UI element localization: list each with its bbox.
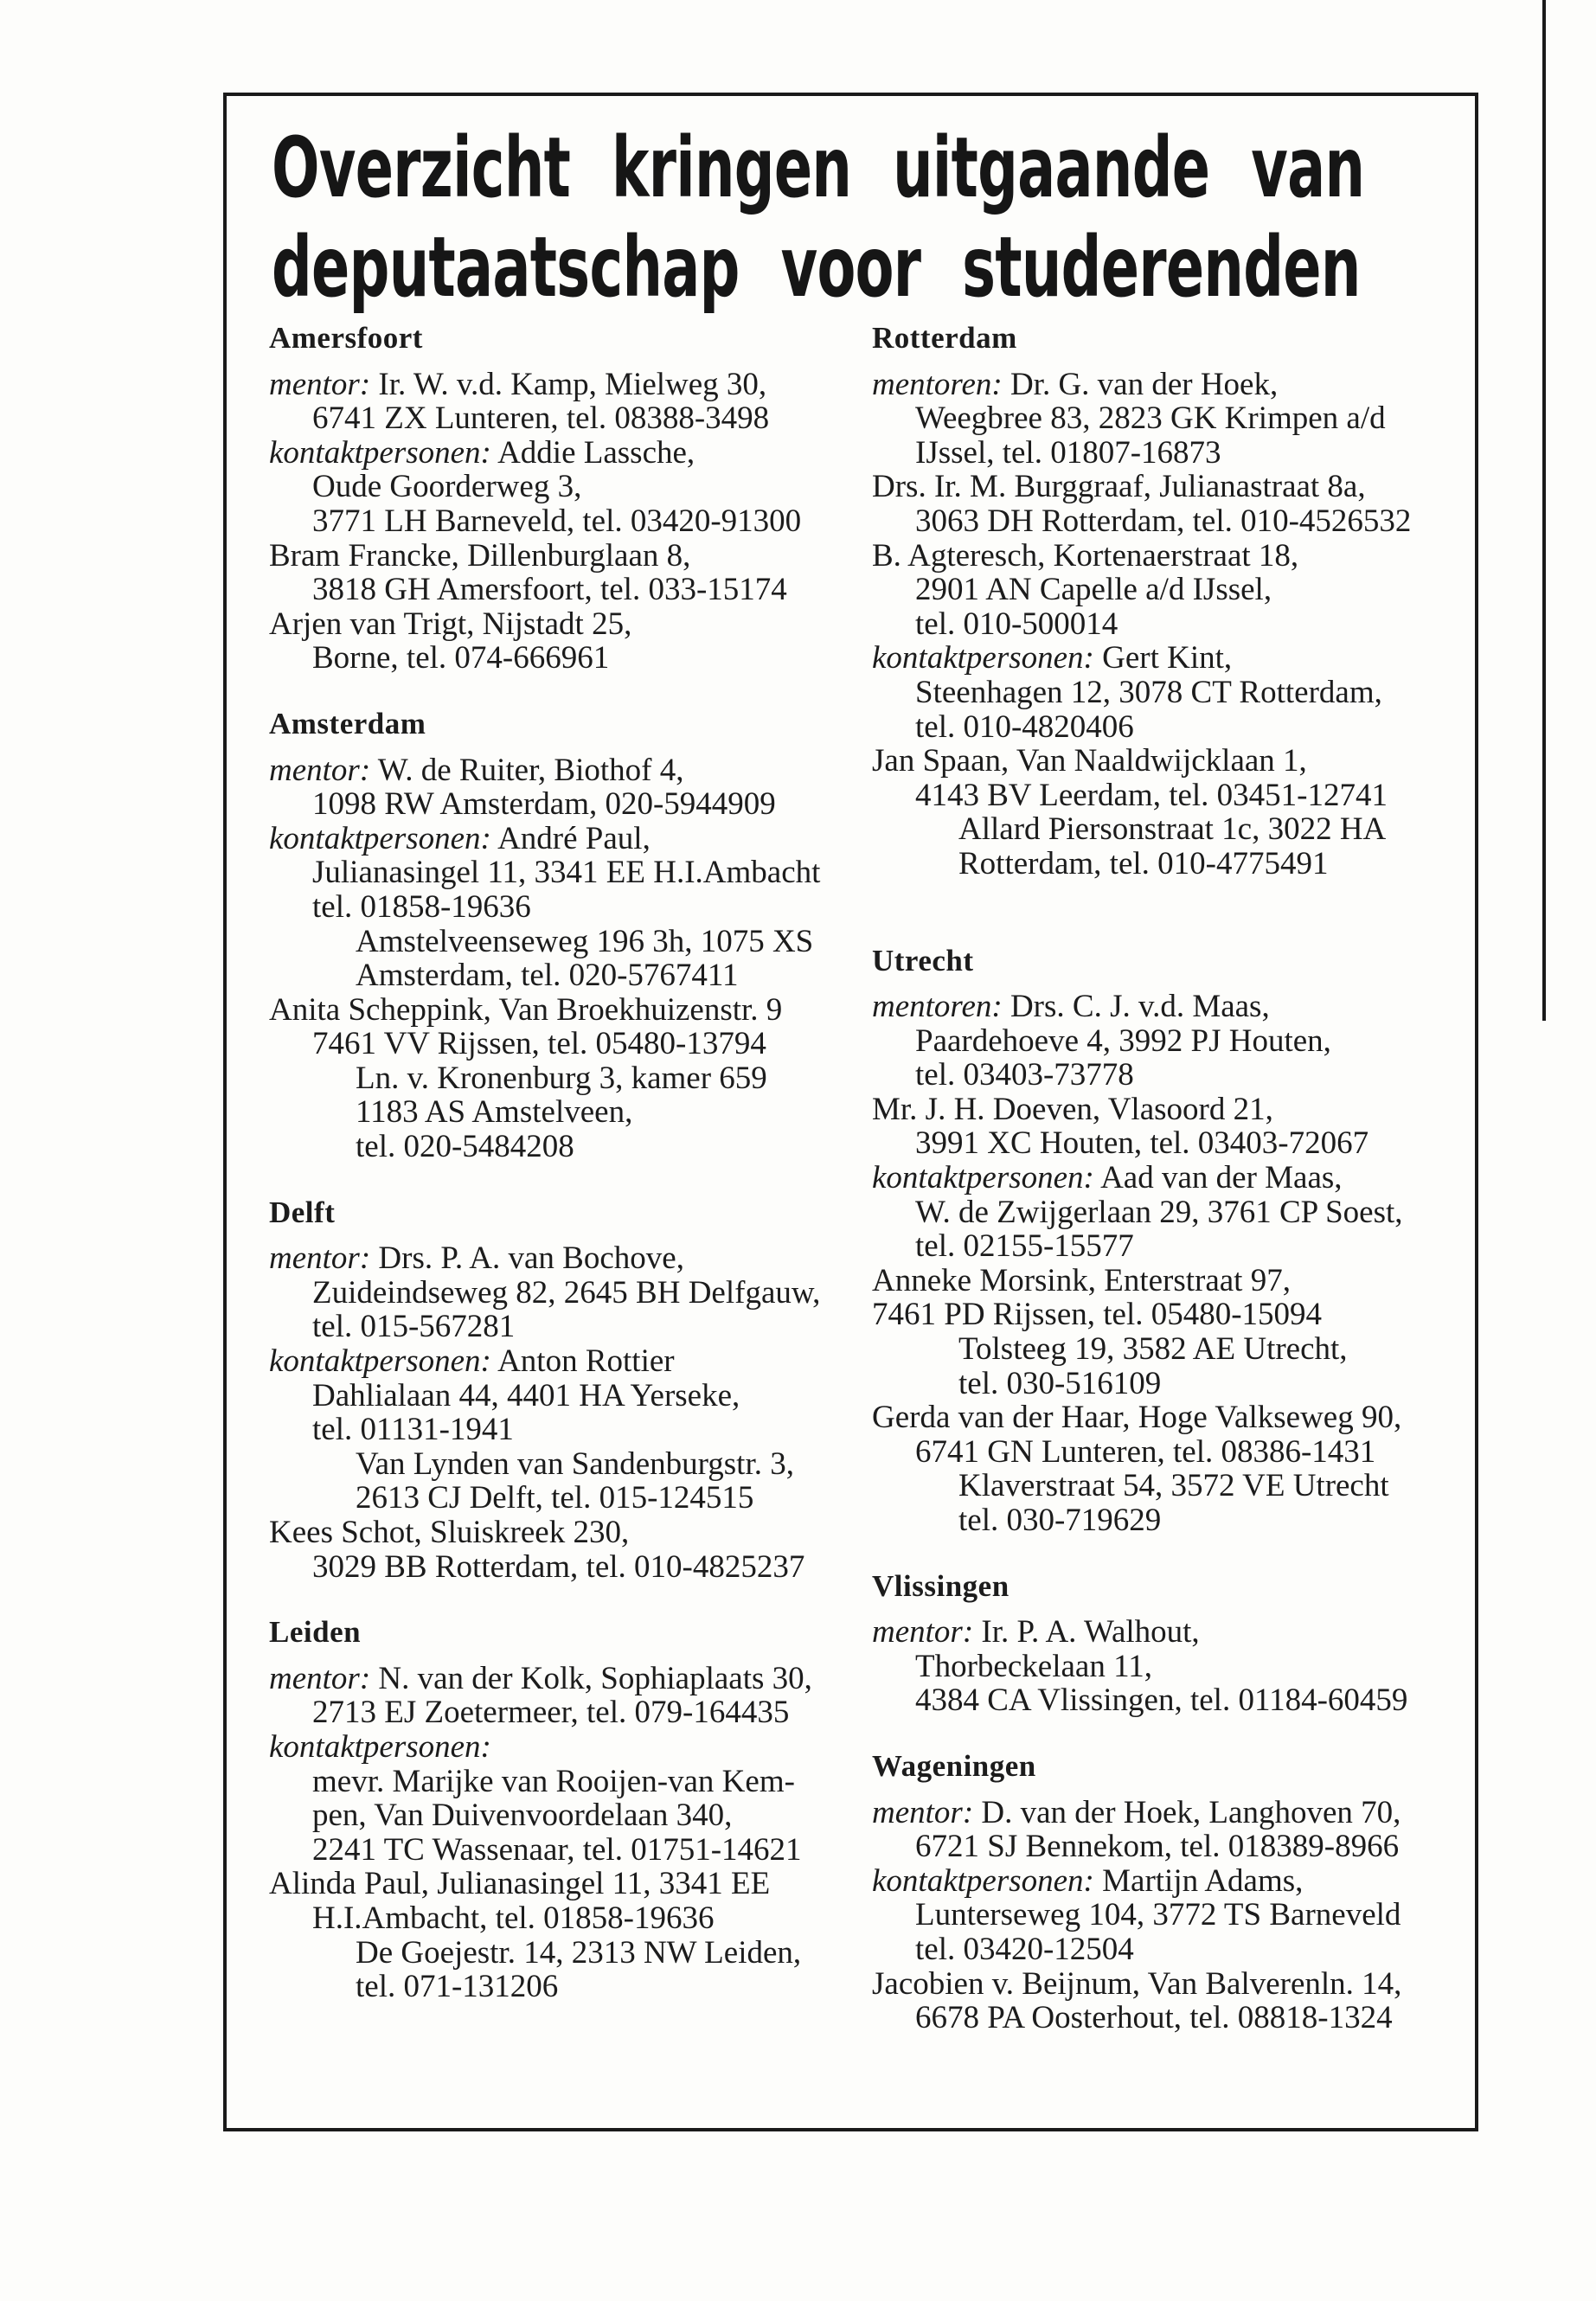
entry-text: Amstelveenseweg 196 3h, 1075 XS <box>356 923 814 959</box>
entry-line <box>269 1516 866 1550</box>
entry-line <box>872 1126 1469 1161</box>
entry-line <box>269 958 866 993</box>
entry-text: 6678 PA Oosterhout, tel. 08818-1324 <box>915 2000 1393 2036</box>
entry-line <box>872 1796 1469 1830</box>
entry-line <box>872 1024 1469 1059</box>
entry-line <box>269 368 866 402</box>
entry-line <box>269 1867 866 1901</box>
entry-text: B. Agteresch, Kortenaerstraat 18, <box>872 537 1299 574</box>
city-heading: Leiden <box>269 1615 362 1650</box>
section-delft <box>269 1195 866 1585</box>
role-label: mentoren: <box>872 989 1003 1025</box>
entry-line <box>269 1730 866 1765</box>
entry-text: 2241 TC Wassenaar, tel. 01751-14621 <box>312 1831 802 1868</box>
entry-line <box>269 1765 866 1799</box>
entry-text: Jacobien v. Beijnum, Van Balverenln. 14, <box>872 1965 1402 2002</box>
entry-text: Drs. C. J. v.d. Maas, <box>1002 989 1270 1025</box>
entry-text: 3771 LH Barneveld, tel. 03420-91300 <box>312 503 802 539</box>
entry-text: H.I.Ambacht, tel. 01858-19636 <box>312 1900 715 1936</box>
entry-text: Aad van der Maas, <box>1093 1160 1343 1196</box>
entry-line <box>269 1276 866 1311</box>
entry-line <box>872 1830 1469 1864</box>
entry-line <box>269 401 866 436</box>
entry-line <box>872 1650 1469 1684</box>
title-line-2: deputaatschap voor studerenden <box>272 219 1361 316</box>
entry-text: Ir. W. v.d. Kamp, Mielweg 30, <box>370 366 767 402</box>
entry-line <box>872 368 1469 402</box>
entry-line <box>269 822 866 856</box>
entry-text: Zuideindseweg 82, 2645 BH Delfgauw, <box>312 1274 821 1311</box>
entry-text: Alinda Paul, Julianasingel 11, 3341 EE <box>269 1866 771 1902</box>
entry-line <box>269 1310 866 1344</box>
entry-text: Ln. v. Kronenburg 3, kamer 659 <box>356 1060 767 1096</box>
section-utrecht <box>872 944 1469 1538</box>
entry-line <box>872 1332 1469 1367</box>
entry-text: tel. 020-5484208 <box>356 1129 574 1165</box>
entry-line <box>269 1344 866 1379</box>
entry-line <box>872 1898 1469 1932</box>
city-heading: Vlissingen <box>872 1568 1010 1603</box>
entry-text: Paardehoeve 4, 3992 PJ Houten, <box>915 1022 1331 1059</box>
entry-text: Van Lynden van Sandenburgstr. 3, <box>356 1445 794 1482</box>
entry-text: Ir. P. A. Walhout, <box>973 1614 1200 1650</box>
entry-text: Lunterseweg 104, 3772 TS Barneveld <box>915 1897 1401 1933</box>
city-heading: Delft <box>269 1195 336 1229</box>
entry-line <box>269 1695 866 1730</box>
role-label: kontaktpersonen: <box>872 1862 1094 1899</box>
entry-line <box>269 1901 866 1936</box>
entry-text: Rotterdam, tel. 010-4775491 <box>958 845 1329 881</box>
article-frame <box>223 93 1478 2131</box>
entry-line <box>269 641 866 676</box>
role-label: mentor: <box>269 1240 371 1277</box>
entry-line <box>872 1298 1469 1332</box>
entry-text: Steenhagen 12, 3078 CT Rotterdam, <box>915 674 1382 710</box>
entry-text: 2613 CJ Delft, tel. 015-124515 <box>356 1480 754 1516</box>
entry-text: pen, Van Duivenvoordelaan 340, <box>312 1798 733 1834</box>
entry-line <box>872 744 1469 779</box>
entry-line <box>872 1264 1469 1298</box>
entry-text: Drs. P. A. van Bochove, <box>370 1240 684 1277</box>
entry-line <box>269 1447 866 1482</box>
entry-text: Bram Francke, Dillenburglaan 8, <box>269 537 691 574</box>
entry-line <box>269 1130 866 1164</box>
entry-text: Kees Schot, Sluiskreek 230, <box>269 1515 630 1550</box>
section-leiden <box>269 1615 866 2004</box>
entry-line <box>269 890 866 925</box>
entry-line <box>269 1095 866 1130</box>
entry-text: Martijn Adams, <box>1093 1862 1304 1899</box>
page-edge-rule <box>1542 0 1546 1021</box>
entry-text: N. van der Kolk, Sophiaplaats 30, <box>370 1660 812 1696</box>
entry-text: Allard Piersonstraat 1c, 3022 HA <box>958 811 1387 848</box>
entry-text: Borne, tel. 074-666961 <box>312 640 610 676</box>
entry-line <box>269 925 866 959</box>
entry-line <box>269 1481 866 1516</box>
entry-text: Drs. Ir. M. Burggraaf, Julianastraat 8a, <box>872 469 1366 505</box>
entry-line <box>872 1435 1469 1470</box>
section-vlissingen <box>872 1569 1469 1718</box>
entry-line <box>872 676 1469 710</box>
section-rotterdam <box>872 321 1469 881</box>
right-column <box>872 321 1469 2035</box>
entry-line <box>872 641 1469 676</box>
entry-text: Weegbree 83, 2823 GK Krimpen a/d <box>915 401 1386 437</box>
entry-text: tel. 03420-12504 <box>915 1931 1134 1967</box>
entry-line <box>269 993 866 1028</box>
entry-line <box>269 1241 866 1276</box>
role-label: kontaktpersonen: <box>872 640 1094 676</box>
entry-text: 3991 XC Houten, tel. 03403-72067 <box>915 1125 1369 1162</box>
entry-line <box>269 1798 866 1833</box>
section-amsterdam <box>269 707 866 1164</box>
entry-text: Gerda van der Haar, Hoge Valkseweg 90, <box>872 1400 1402 1436</box>
entry-line <box>269 856 866 890</box>
entry-line <box>269 1662 866 1696</box>
entry-text: W. de Zwijgerlaan 29, 3761 CP Soest, <box>915 1194 1403 1230</box>
entry-line <box>872 847 1469 881</box>
entry-line <box>872 710 1469 745</box>
entry-line <box>872 470 1469 504</box>
entry-line <box>872 1367 1469 1401</box>
entry-text: tel. 010-4820406 <box>915 708 1134 745</box>
entry-line <box>872 1400 1469 1435</box>
entry-line <box>872 1093 1469 1127</box>
city-heading: Wageningen <box>872 1748 1036 1783</box>
entry-text: W. de Ruiter, Biothof 4, <box>370 752 684 788</box>
role-label: kontaktpersonen: <box>269 434 491 471</box>
entry-text: Mr. J. H. Doeven, Vlasoord 21, <box>872 1091 1273 1127</box>
entry-line <box>872 1229 1469 1264</box>
entry-text: 2713 EJ Zoetermeer, tel. 079-164435 <box>312 1695 790 1731</box>
entry-text: 3063 DH Rotterdam, tel. 010-4526532 <box>915 503 1412 539</box>
role-label: mentoren: <box>872 366 1003 402</box>
entry-text: André Paul, <box>490 820 651 856</box>
entry-text: tel. 015-567281 <box>312 1309 516 1345</box>
entry-text: Dahlialaan 44, 4401 HA Yerseke, <box>312 1377 740 1413</box>
entry-text: De Goejestr. 14, 2313 NW Leiden, <box>356 1934 802 1971</box>
entry-line <box>269 1413 866 1447</box>
role-label: mentor: <box>872 1614 974 1650</box>
entry-line <box>872 607 1469 642</box>
entry-line <box>872 779 1469 813</box>
entry-line <box>269 539 866 574</box>
entry-text: Julianasingel 11, 3341 EE H.I.Ambacht <box>312 855 821 891</box>
entry-text: Anneke Morsink, Enterstraat 97, <box>872 1262 1291 1298</box>
title-line-1: Overzicht kringen uitgaande van <box>272 119 1365 216</box>
entry-text: Oude Goorderweg 3, <box>312 469 582 505</box>
entry-text: 2901 AN Capelle a/d IJssel, <box>915 572 1272 608</box>
entry-line <box>269 1833 866 1868</box>
entry-text: Amsterdam, tel. 020-5767411 <box>356 958 739 994</box>
section-amersfoort <box>269 321 866 676</box>
entry-line <box>269 1936 866 1971</box>
entry-text: tel. 030-719629 <box>958 1503 1162 1538</box>
entry-text: Tolsteeg 19, 3582 AE Utrecht, <box>958 1331 1348 1368</box>
entry-line <box>269 1379 866 1413</box>
entry-text: Gert Kint, <box>1093 640 1233 676</box>
entry-text: Anita Scheppink, Van Broekhuizenstr. 9 <box>269 991 783 1028</box>
role-label: kontaktpersonen: <box>269 820 491 856</box>
entry-text: Thorbeckelaan 11, <box>915 1648 1152 1684</box>
role-label: kontaktpersonen: <box>269 1343 491 1380</box>
entry-text: tel. 010-500014 <box>915 606 1118 642</box>
entry-line <box>872 1058 1469 1093</box>
entry-line <box>269 787 866 822</box>
entry-text: Arjen van Trigt, Nijstadt 25, <box>269 606 632 642</box>
entry-text: 4384 CA Vlissingen, tel. 01184-60459 <box>915 1682 1408 1719</box>
role-label: mentor: <box>872 1794 974 1830</box>
role-label: mentor: <box>269 366 371 402</box>
entry-line <box>269 607 866 642</box>
city-heading: Amsterdam <box>269 706 426 740</box>
entry-line <box>269 436 866 471</box>
entry-text: 1098 RW Amsterdam, 020-5944909 <box>312 786 776 823</box>
entry-line <box>872 990 1469 1024</box>
entry-line <box>872 1503 1469 1538</box>
entry-line <box>872 1683 1469 1718</box>
section-wageningen <box>872 1749 1469 2035</box>
entry-text: 6741 ZX Lunteren, tel. 08388-3498 <box>312 401 770 437</box>
entry-text: tel. 01858-19636 <box>312 888 531 925</box>
entry-text: 7461 VV Rijssen, tel. 05480-13794 <box>312 1026 766 1062</box>
entry-line <box>872 436 1469 471</box>
entry-text: 7461 PD Rijssen, tel. 05480-15094 <box>872 1297 1323 1333</box>
entry-text: 6721 SJ Bennekom, tel. 018389-8966 <box>915 1829 1400 1865</box>
entry-line <box>872 1195 1469 1230</box>
entry-text: 3029 BB Rotterdam, tel. 010-4825237 <box>312 1548 805 1585</box>
entry-text: Anton Rottier <box>490 1343 675 1380</box>
entry-line <box>872 1932 1469 1967</box>
entry-line <box>269 1027 866 1061</box>
entry-line <box>269 1550 866 1585</box>
entry-text: 3818 GH Amersfoort, tel. 033-15174 <box>312 572 787 608</box>
entry-line <box>269 504 866 539</box>
entry-text: 4143 BV Leerdam, tel. 03451-12741 <box>915 777 1388 813</box>
entry-text: 1183 AS Amstelveen, <box>356 1094 633 1131</box>
entry-line <box>872 2001 1469 2035</box>
entry-text: Jan Spaan, Van Naaldwijcklaan 1, <box>872 743 1307 779</box>
role-label: kontaktpersonen: <box>872 1160 1094 1196</box>
entry-line <box>872 401 1469 436</box>
role-label: mentor: <box>269 1660 371 1696</box>
entry-line <box>269 1970 866 2004</box>
entry-line <box>872 812 1469 847</box>
city-heading: Amersfoort <box>269 321 423 355</box>
entry-text: tel. 01131-1941 <box>312 1412 514 1448</box>
entry-text: D. van der Hoek, Langhoven 70, <box>973 1794 1401 1830</box>
entry-text: tel. 030-516109 <box>958 1365 1162 1401</box>
left-column <box>269 321 866 2004</box>
entry-line <box>269 470 866 504</box>
article-title <box>272 119 1365 317</box>
entry-line <box>872 504 1469 539</box>
entry-text: mevr. Marijke van Rooijen-van Kem- <box>312 1763 795 1799</box>
entry-text: tel. 071-131206 <box>356 1969 559 2005</box>
entry-line <box>269 573 866 607</box>
entry-text: Dr. G. van der Hoek, <box>1002 366 1279 402</box>
entry-text: Addie Lassche, <box>490 434 695 471</box>
entry-line <box>872 1967 1469 2002</box>
entry-text: 6741 GN Lunteren, tel. 08386-1431 <box>915 1433 1376 1470</box>
entry-text: IJssel, tel. 01807-16873 <box>915 434 1221 471</box>
entry-line <box>269 1061 866 1096</box>
entry-text: tel. 02155-15577 <box>915 1228 1134 1265</box>
entry-line <box>872 1161 1469 1195</box>
entry-line <box>872 539 1469 574</box>
entry-line <box>269 753 866 788</box>
role-label: kontaktpersonen: <box>269 1728 491 1765</box>
entry-line <box>872 573 1469 607</box>
entry-line <box>872 1864 1469 1899</box>
entry-line <box>872 1615 1469 1650</box>
city-heading: Utrecht <box>872 943 974 977</box>
role-label: mentor: <box>269 752 371 788</box>
entry-line <box>872 1469 1469 1503</box>
entry-text: Klaverstraat 54, 3572 VE Utrecht <box>958 1468 1389 1504</box>
city-heading: Rotterdam <box>872 321 1017 355</box>
entry-text: tel. 03403-73778 <box>915 1057 1134 1093</box>
